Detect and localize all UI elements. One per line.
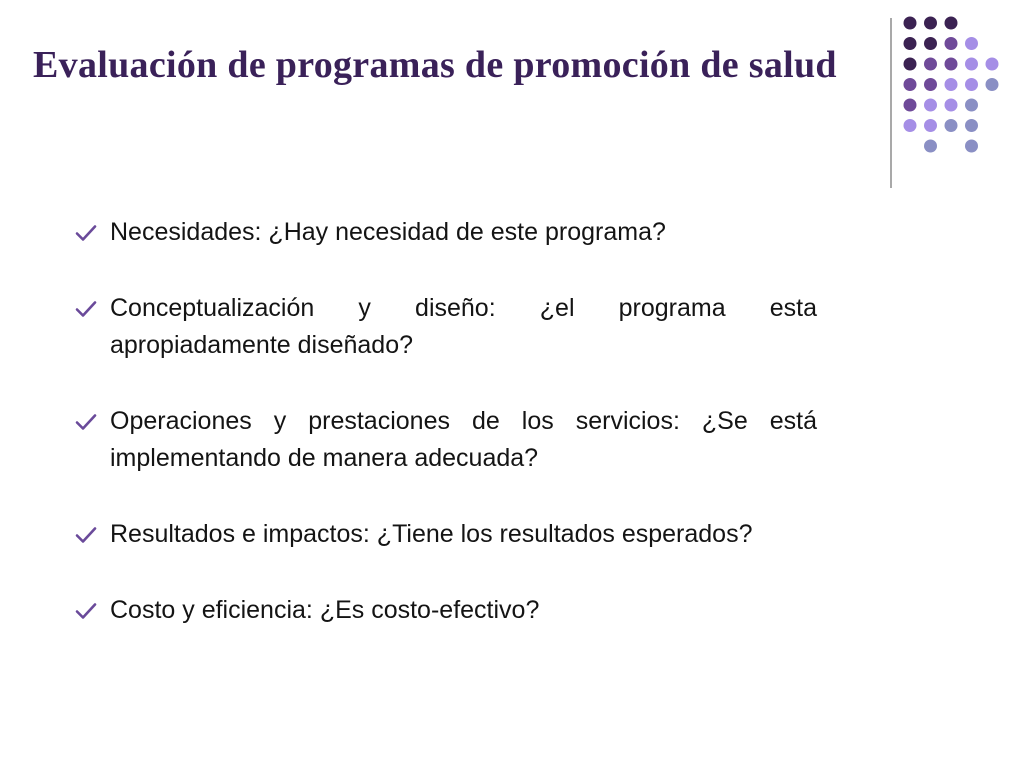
decoration-dot (904, 119, 917, 132)
decoration-dot (965, 58, 978, 71)
decoration-dot (965, 140, 978, 153)
decoration-dot (924, 17, 937, 30)
bullet-item (75, 403, 817, 477)
bullet-text: Operaciones y prestaciones de los servicios: ¿Se está implementando de manera adecuada? (110, 407, 817, 472)
bullet-text: Conceptualización y diseño: ¿el programa esta apropiadamente diseñado? (110, 294, 817, 359)
decoration-dot (965, 78, 978, 91)
decoration-dot (904, 37, 917, 50)
decoration-dot (945, 17, 958, 30)
bullet-item (75, 592, 817, 629)
decoration-dot (904, 99, 917, 112)
slide-title: Evaluación de programas de promoción de salud (33, 44, 837, 86)
decoration-dot (945, 78, 958, 91)
decoration-dot (986, 58, 999, 71)
decoration-dot (924, 58, 937, 71)
decoration-dot (986, 78, 999, 91)
decoration-dot (945, 99, 958, 112)
decoration-dot (904, 58, 917, 71)
checkmark-icon (75, 413, 97, 431)
decoration-dot (945, 58, 958, 71)
decoration-dot (965, 119, 978, 132)
divider-line (890, 18, 892, 188)
checkmark-icon (75, 224, 97, 242)
checkmark-icon (75, 602, 97, 620)
decoration-dot (904, 78, 917, 91)
decoration-dot (924, 78, 937, 91)
decoration-dot (924, 140, 937, 153)
bullet-text: Resultados e impactos: ¿Tiene los resultados esperados? (110, 520, 753, 548)
bullet-list (75, 214, 817, 629)
dot-grid-decoration (900, 14, 1010, 164)
bullet-text: Costo y eficiencia: ¿Es costo-efectivo? (110, 596, 540, 624)
checkmark-icon (75, 526, 97, 544)
bullet-item (75, 290, 817, 364)
decoration-dot (965, 37, 978, 50)
decoration-dot (945, 119, 958, 132)
decoration-dot (945, 37, 958, 50)
decoration-dot (924, 37, 937, 50)
decoration-dot (924, 99, 937, 112)
decoration-dot (965, 99, 978, 112)
decoration-dot (904, 17, 917, 30)
bullet-text: Necesidades: ¿Hay necesidad de este programa? (110, 218, 666, 246)
checkmark-icon (75, 300, 97, 318)
decoration-dot (924, 119, 937, 132)
bullet-item (75, 214, 817, 251)
bullet-item (75, 516, 817, 553)
